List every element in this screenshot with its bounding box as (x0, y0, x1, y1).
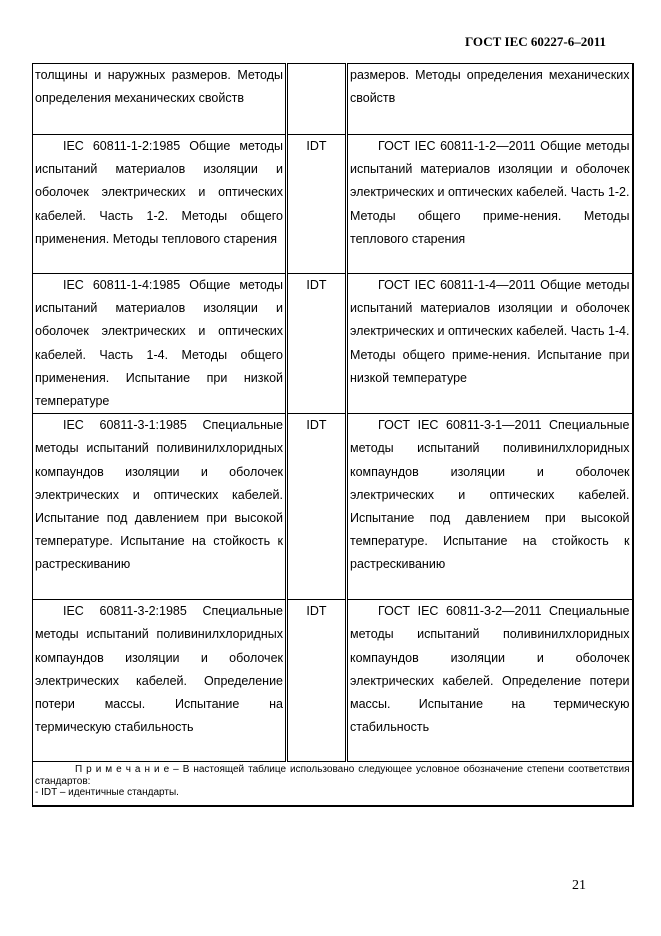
page-number: 21 (572, 878, 586, 893)
note-text: П р и м е ч а н и е – В настоящей таблице использовано следующее условное обозначение степени соответствия стандартов: (35, 764, 630, 787)
degree-cell: IDT (287, 274, 347, 414)
note-row (33, 762, 633, 806)
international-standard-cell: IEC 60811-3-2:1985 Специальные методы испытаний поливинилхлоридных компаундов изоляции и оболочек электрических кабелей. Определение потери массы. Испытание на термическую стабильность (33, 600, 287, 762)
international-standard-cell: IEC 60811-1-2:1985 Общие методы испытаний материалов изоляции и оболочек электрических и оптических кабелей. Часть 1-2. Методы общего применения. Методы теплового старения (33, 135, 287, 274)
international-standard-cell: толщины и наружных размеров. Методы определения механических свойств (33, 64, 287, 135)
table-row (33, 600, 633, 762)
international-standard-cell: IEC 60811-3-1:1985 Специальные методы испытаний поливинилхлоридных компаундов изоляции и оболочек электрических и оптических кабелей. Испытание под давлением при высокой температуре. Испытание на стойкость к растрескиванию (33, 414, 287, 600)
note-legend: - IDT – идентичные стандарты. (35, 787, 179, 799)
table-row (33, 414, 633, 600)
table-row (33, 135, 633, 274)
degree-cell: IDT (287, 600, 347, 762)
national-standard-cell: ГОСТ IEC 60811-3-1—2011 Специальные методы испытаний поливинилхлоридных компаундов изоляции и оболочек электрических и оптических кабелей. Испытание под давлением при высокой температуре. Испытание на стойкость к растрескиванию (347, 414, 633, 600)
national-standard-cell: ГОСТ IEC 60811-1-4—2011 Общие методы испытаний материалов изоляции и оболочек электрических и оптических кабелей. Часть 1-4. Методы общего приме-нения. Испытание при низкой температуре (347, 274, 633, 414)
standards-correspondence-table (32, 63, 634, 807)
table-row (33, 64, 633, 135)
degree-cell: IDT (287, 135, 347, 274)
degree-cell (287, 64, 347, 135)
degree-cell: IDT (287, 414, 347, 600)
national-standard-cell: ГОСТ IEC 60811-1-2—2011 Общие методы испытаний материалов изоляции и оболочек электрических и оптических кабелей. Часть 1-2. Методы общего приме-нения. Методы теплового старения (347, 135, 633, 274)
national-standard-cell: ГОСТ IEC 60811-3-2—2011 Специальные методы испытаний поливинилхлоридных компаундов изоляции и оболочек электрических кабелей. Определение потери массы. Испытание на термическую стабильность (347, 600, 633, 762)
international-standard-cell: IEC 60811-1-4:1985 Общие методы испытаний материалов изоляции и оболочек электрических и оптических кабелей. Часть 1-4. Методы общего применения. Испытание при низкой температуре (33, 274, 287, 414)
national-standard-cell: размеров. Методы определения механических свойств (347, 64, 633, 135)
table-row (33, 274, 633, 414)
table-note (33, 762, 633, 806)
page-header: ГОСТ IEC 60227-6–2011 (464, 34, 606, 49)
